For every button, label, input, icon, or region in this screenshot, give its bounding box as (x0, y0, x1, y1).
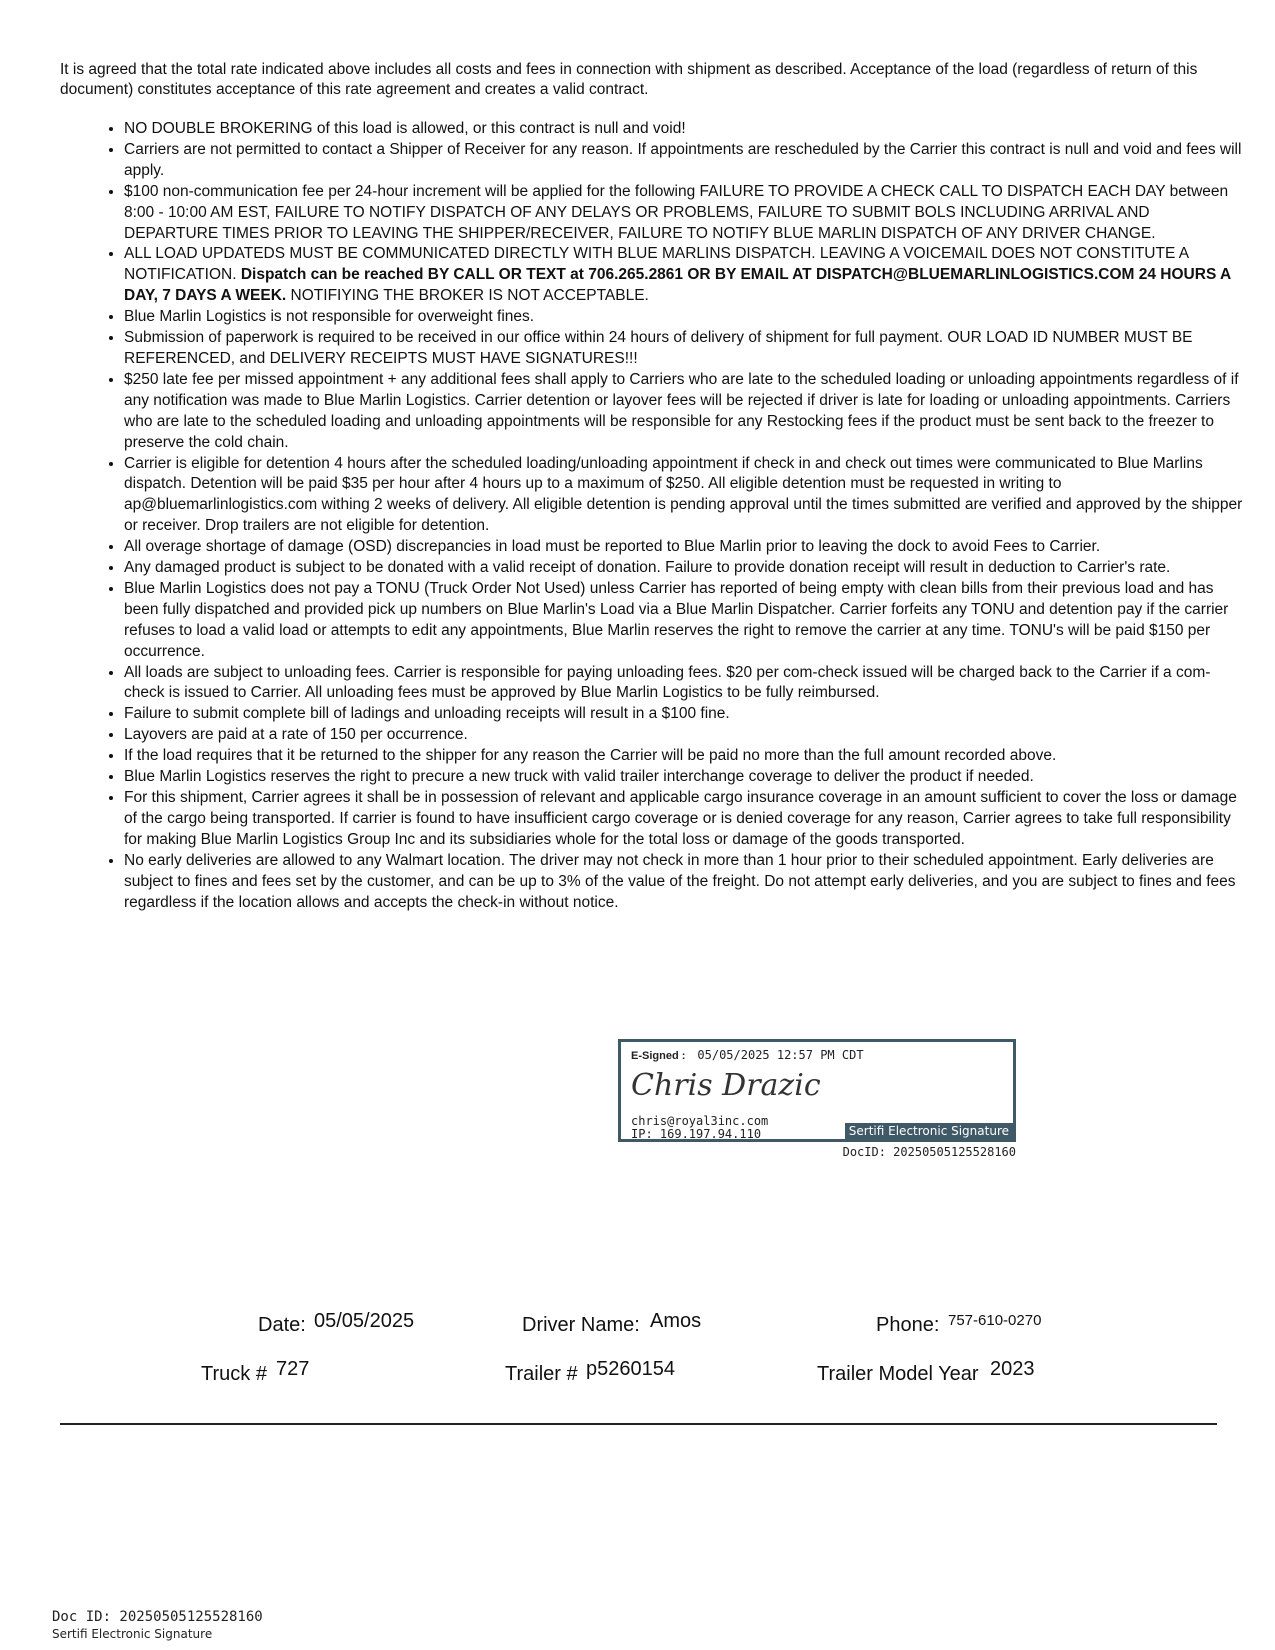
footer-docid: Doc ID: 20250505125528160 (52, 1609, 263, 1625)
agreement-intro: It is agreed that the total rate indicated above includes all costs and fees in connection with shipment as described. Acceptance of the load (regardless of return of this document) constitutes acceptance of this rate agreement and creates a valid contract. (60, 61, 1198, 98)
term-item: • Submission of paperwork is required to be received in our office within 24 hours of delivery of shipment for full payment. OUR LOAD ID NUMBER MUST BE REFERENCED, and DELIVERY RECEIPTS MUST HAVE SIGNATURES!!! (124, 328, 1244, 370)
divider-rule (60, 1423, 1217, 1425)
truck-value: 727 (276, 1358, 310, 1380)
term-item: • All loads are subject to unloading fees. Carrier is responsible for paying unloading fees. $20 per com-check issued will be charged back to the Carrier if a com-check is issued to Carrier. All unloading fees must be approved by Blue Marlin Logistics to be fully reimbursed. (124, 663, 1244, 705)
trailer-model-year-value: 2023 (990, 1358, 1035, 1380)
esigned-row (631, 1048, 864, 1062)
term-item: • Failure to submit complete bill of ladings and unloading receipts will result in a $100 fine. (124, 704, 1244, 725)
term-item-dispatch (124, 244, 1244, 307)
signature-name: Chris Drazic (631, 1068, 821, 1103)
term-item: • Blue Marlin Logistics reserves the right to precure a new truck with valid trailer interchange coverage to deliver the product if needed. (124, 767, 1244, 788)
term-item: • Layovers are paid at a rate of 150 per occurrence. (124, 725, 1244, 746)
date-label: Date: (258, 1314, 306, 1336)
term-item: • Blue Marlin Logistics does not pay a TONU (Truck Order Not Used) unless Carrier has reported of being empty with clean bills from their previous load and has been fully dispatched and provided pick up numbers on Blue Marlin's Load via a Blue Marlin Dispatcher. Carrier forfeits any TONU and detention pay if the carrier refuses to load a valid load or attempts to edit any appointments, Blue Marlin reserves the right to remove the carrier at any time. TONU's will be paid $150 per occurrence. (124, 579, 1244, 663)
term-item: • $100 non-communication fee per 24-hour increment will be applied for the following FAILURE TO PROVIDE A CHECK CALL TO DISPATCH EACH DAY between 8:00 - 10:00 AM EST, FAILURE TO NOTIFY DISPATCH OF ANY DELAYS OR PROBLEMS, FAILURE TO SUBMIT BOLS INCLUDING ARRIVAL AND DEPARTURE TIMES PRIOR TO LEAVING THE SHIPPER/RECEIVER, FAILURE TO NOTIFY BLUE MARLIN DISPATCH OF ANY DRIVER CHANGE. (124, 182, 1244, 245)
term-item: • Carrier is eligible for detention 4 hours after the scheduled loading/unloading appointment if check in and check out times were communicated to Blue Marlins dispatch. Detention will be paid $35 per hour after 4 hours up to a maximum of $250. All eligible detention must be requested in writing to ap@bluemarlinlogistics.com withing 2 weeks of delivery. All eligible detention is pending approval until the times submitted are verified and approved by the shipper or receiver. Drop trailers are not eligible for detention. (124, 454, 1244, 538)
term-item: • Carriers are not permitted to contact a Shipper of Receiver for any reason. If appointments are rescheduled by the Carrier this contract is null and void and fees will apply. (124, 140, 1244, 182)
term-item: • All overage shortage of damage (OSD) discrepancies in load must be reported to Blue Marlin prior to leaving the dock to avoid Fees to Carrier. (124, 537, 1244, 558)
terms-list (98, 119, 1244, 913)
driver-name-value: Amos (650, 1310, 702, 1332)
dispatch-term-text: ALL LOAD UPDATEDS MUST BE COMMUNICATED DIRECTLY WITH BLUE MARLINS DISPATCH. LEAVING A VOICEMAIL DOES NOT CONSTITUTE A NOTIFICATION. (124, 245, 1189, 284)
term-item: • For this shipment, Carrier agrees it shall be in possession of relevant and applicable cargo insurance coverage in an amount sufficient to cover the loss or damage of the cargo being transported. If carrier is found to have insufficient cargo coverage or is denied coverage for any reason, Carrier agrees to take full responsibility for making Blue Marlin Logistics Group Inc and its subsidiaries whole for the total loss or damage of the goods transported. (124, 788, 1244, 851)
phone-label: Phone: (876, 1314, 940, 1336)
phone-value: 757-610-0270 (948, 1312, 1042, 1329)
term-item: • NO DOUBLE BROKERING of this load is allowed, or this contract is null and void! (124, 119, 1244, 140)
term-item: • Any damaged product is subject to be donated with a valid receipt of donation. Failure to provide donation receipt will result in deduction to Carrier's rate. (124, 558, 1244, 579)
esigned-label: E-Signed : (631, 1050, 686, 1062)
trailer-label: Trailer # (505, 1363, 578, 1385)
esigned-datetime: 05/05/2025 12:57 PM CDT (697, 1048, 864, 1062)
term-item: • Blue Marlin Logistics is not responsible for overweight fines. (124, 307, 1244, 328)
signer-ip: IP: 169.197.94.110 (631, 1127, 762, 1141)
dispatch-term-tail: NOTIFIYING THE BROKER IS NOT ACCEPTABLE. (286, 287, 649, 305)
trailer-value: p5260154 (586, 1358, 675, 1380)
truck-label: Truck # (201, 1363, 267, 1385)
esignature-box (618, 1039, 1016, 1142)
footer-brand: Sertifi Electronic Signature (52, 1627, 213, 1641)
dispatch-contact-bold: Dispatch can be reached BY CALL OR TEXT at 706.265.2861 OR BY EMAIL AT DISPATCH@BLUEMARLINLOGISTICS.COM 24 HOURS A DAY, 7 DAYS A WEEK. (124, 266, 1231, 305)
sertifi-brand-badge: Sertifi Electronic Signature (845, 1123, 1013, 1139)
signature-docid: DocID: 20250505125528160 (842, 1145, 1016, 1159)
date-value: 05/05/2025 (314, 1310, 415, 1332)
trailer-model-year-label: Trailer Model Year (817, 1363, 979, 1385)
driver-name-label: Driver Name: (522, 1314, 640, 1336)
term-item: • If the load requires that it be returned to the shipper for any reason the Carrier will be paid no more than the full amount recorded above. (124, 746, 1244, 767)
term-item: • No early deliveries are allowed to any Walmart location. The driver may not check in more than 1 hour prior to their scheduled appointment. Early deliveries are subject to fines and fees set by the customer, and can be up to 3% of the value of the freight. Do not attempt early deliveries, and you are subject to fines and fees regardless if the location allows and accepts the check-in without notice. (124, 851, 1244, 914)
term-item: • $250 late fee per missed appointment + any additional fees shall apply to Carriers who are late to the scheduled loading or unloading appointments regardless of if any notification was made to Blue Marlin Logistics. Carrier detention or layover fees will be rejected if driver is late for loading or unloading appointments. Carriers who are late to the scheduled loading and unloading appointments will be responsible for any Restocking fees if the product must be sent back to the freezer to preserve the cold chain. (124, 370, 1244, 454)
signer-email: chris@royal3inc.com (631, 1114, 769, 1128)
